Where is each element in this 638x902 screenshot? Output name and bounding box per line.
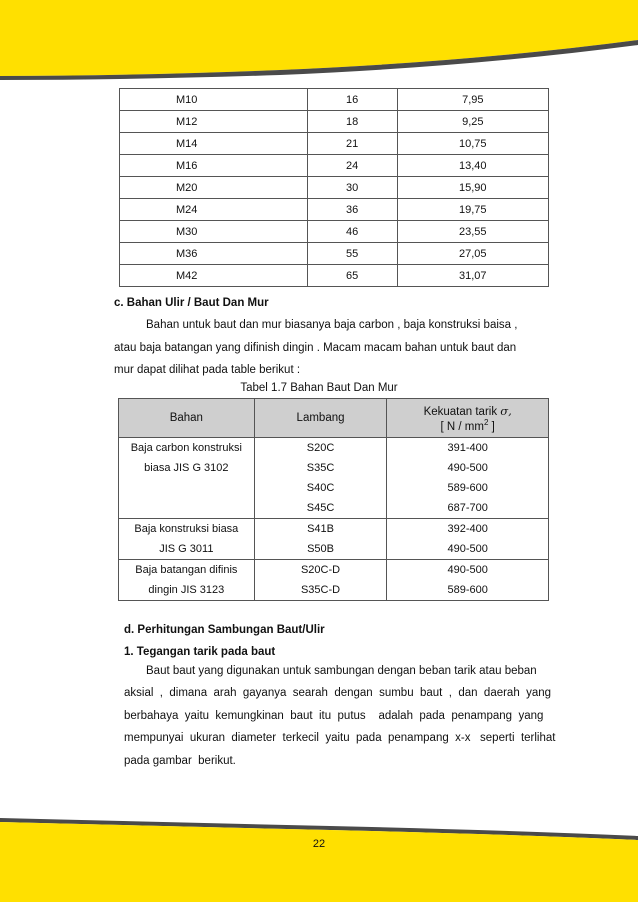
section-d-line-3: berbahaya yaitu kemungkinan baut itu putus adalah pada penampang yang <box>124 710 544 722</box>
header-kekuatan <box>387 399 549 438</box>
material-name-cell <box>119 478 255 498</box>
table-cell: 31,07 <box>397 265 548 287</box>
table-cell: 65 <box>307 265 397 287</box>
symbol-cell: S35C-D <box>254 580 387 601</box>
table-row <box>119 478 549 498</box>
table-row <box>119 458 549 478</box>
table-row <box>120 199 549 221</box>
table-row <box>120 265 549 287</box>
table-row <box>119 560 549 581</box>
table-row <box>119 539 549 560</box>
section-c-line-2: atau baja batangan yang difinish dingin . Macam macam bahan untuk baut dan <box>114 342 517 354</box>
table-cell: 24 <box>307 155 397 177</box>
header-lambang: Lambang <box>254 399 387 438</box>
table-row <box>120 177 549 199</box>
section-d-subheading: 1. Tegangan tarik pada baut <box>124 646 276 658</box>
section-d-line-2: aksial , dimana arah gayanya searah dengan sumbu baut , dan daerah yang <box>124 687 552 699</box>
table-cell: 21 <box>307 133 397 155</box>
table-cell: M16 <box>120 155 308 177</box>
material-name-cell: Baja carbon konstruksi <box>119 438 255 459</box>
table-cell: M20 <box>120 177 308 199</box>
strength-cell: 392-400 <box>387 519 549 540</box>
table-row <box>120 111 549 133</box>
table-cell: 19,75 <box>397 199 548 221</box>
material-name-cell: JIS G 3011 <box>119 539 255 560</box>
table-cell: 9,25 <box>397 111 548 133</box>
table-row <box>119 438 549 459</box>
unit-close: ] <box>488 420 495 433</box>
strength-cell: 589-600 <box>387 580 549 601</box>
top-decorative-band <box>0 0 638 90</box>
table-cell: 23,55 <box>397 221 548 243</box>
page-number: 22 <box>312 838 326 850</box>
section-d-heading: d. Perhitungan Sambungan Baut/Ulir <box>124 624 325 636</box>
table-cell: 18 <box>307 111 397 133</box>
strength-cell: 391-400 <box>387 438 549 459</box>
symbol-cell: S40C <box>254 478 387 498</box>
strength-cell: 687-700 <box>387 498 549 519</box>
table-row <box>119 580 549 601</box>
section-d-line-1: Baut baut yang digunakan untuk sambungan dengan beban tarik atau beban <box>146 665 537 677</box>
table-cell: 36 <box>307 199 397 221</box>
material-name-cell: Baja konstruksi biasa <box>119 519 255 540</box>
section-c-line-3: mur dapat dilihat pada table berikut : <box>114 364 301 376</box>
table-row <box>120 221 549 243</box>
table-row <box>119 498 549 519</box>
bolt-size-table <box>119 88 549 287</box>
header-bahan: Bahan <box>119 399 255 438</box>
table-cell: 13,40 <box>397 155 548 177</box>
table-cell: 15,90 <box>397 177 548 199</box>
table-cell: M14 <box>120 133 308 155</box>
material-table <box>118 398 549 601</box>
material-name-cell: biasa JIS G 3102 <box>119 458 255 478</box>
bottom-decorative-band <box>0 800 638 902</box>
material-name-cell: Baja batangan difinis <box>119 560 255 581</box>
table-cell: 46 <box>307 221 397 243</box>
unit-superscript: 2 <box>483 417 489 427</box>
symbol-cell: S20C-D <box>254 560 387 581</box>
symbol-cell: S45C <box>254 498 387 519</box>
table-row <box>120 133 549 155</box>
table-cell: 16 <box>307 89 397 111</box>
table-caption: Tabel 1.7 Bahan Baut Dan Mur <box>240 382 398 394</box>
table-cell: M12 <box>120 111 308 133</box>
table-cell: M30 <box>120 221 308 243</box>
table-cell: 55 <box>307 243 397 265</box>
symbol-cell: S35C <box>254 458 387 478</box>
material-name-cell: dingin JIS 3123 <box>119 580 255 601</box>
sigma-symbol: σ, <box>500 403 512 418</box>
symbol-cell: S50B <box>254 539 387 560</box>
table-cell: 10,75 <box>397 133 548 155</box>
table-row <box>120 243 549 265</box>
strength-cell: 490-500 <box>387 560 549 581</box>
table-row <box>119 519 549 540</box>
symbol-cell: S20C <box>254 438 387 459</box>
section-d-line-5: pada gambar berikut. <box>124 755 236 767</box>
table-cell: M10 <box>120 89 308 111</box>
table-cell: 27,05 <box>397 243 548 265</box>
table-cell: 30 <box>307 177 397 199</box>
strength-cell: 589-600 <box>387 478 549 498</box>
table-row <box>120 155 549 177</box>
table-cell: M24 <box>120 199 308 221</box>
table-cell: M42 <box>120 265 308 287</box>
strength-cell: 490-500 <box>387 458 549 478</box>
section-d-line-4: mempunyai ukuran diameter terkecil yaitu pada penampang x-x seperti terlihat <box>124 732 556 744</box>
strength-cell: 490-500 <box>387 539 549 560</box>
unit-open: [ N / mm <box>440 420 484 433</box>
material-name-cell <box>119 498 255 519</box>
table-cell: M36 <box>120 243 308 265</box>
table-row <box>120 89 549 111</box>
header-kekuatan-label: Kekuatan tarik <box>423 405 498 418</box>
section-c-line-1: Bahan untuk baut dan mur biasanya baja carbon , baja konstruksi baisa , <box>146 319 518 331</box>
table-cell: 7,95 <box>397 89 548 111</box>
symbol-cell: S41B <box>254 519 387 540</box>
section-c-heading: c. Bahan Ulir / Baut Dan Mur <box>114 297 269 309</box>
